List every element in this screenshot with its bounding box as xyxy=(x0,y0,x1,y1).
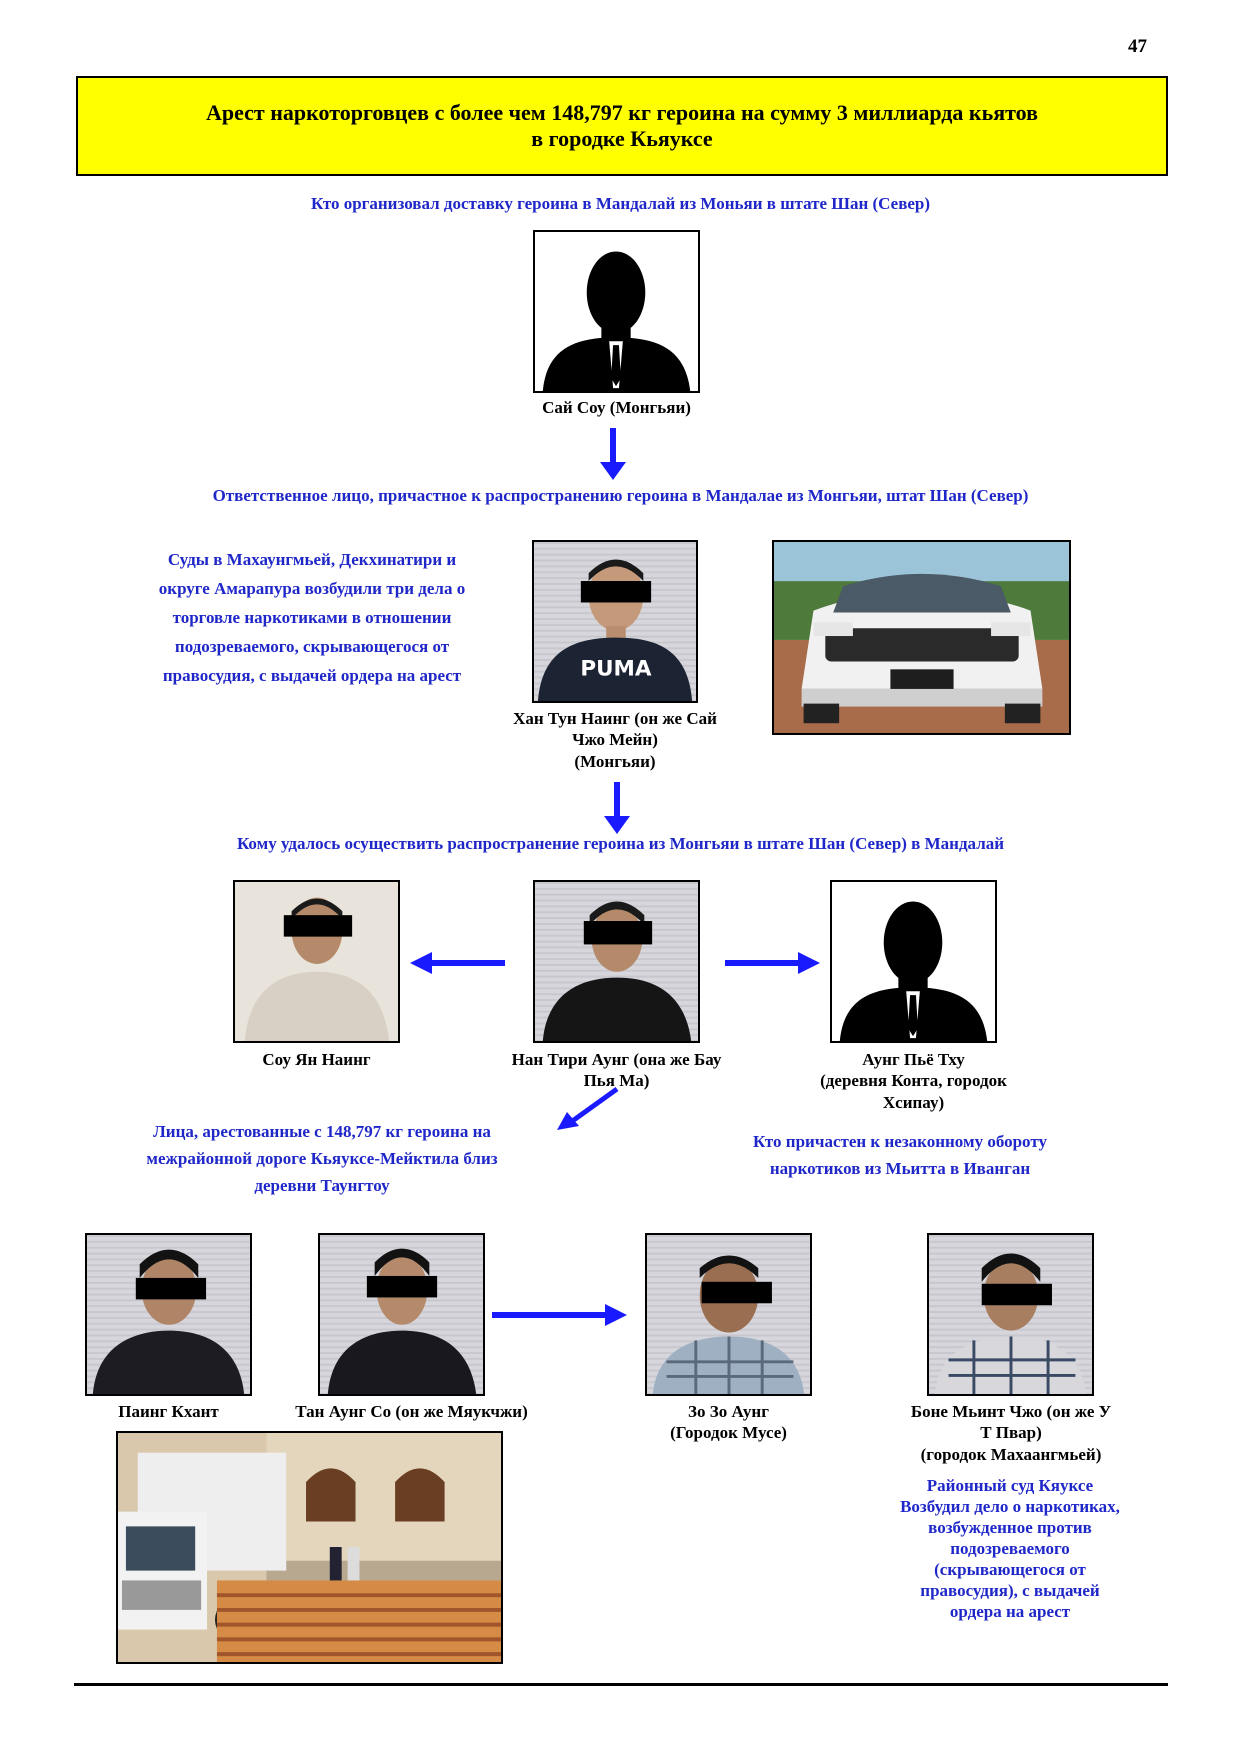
court-note-2-line: Районный суд Кяуксе xyxy=(926,1476,1094,1495)
court-note-2-line: Возбудил дело о наркотиках, xyxy=(900,1497,1120,1516)
photo-zo-zo-aung xyxy=(645,1233,812,1396)
caption-aung-pye-thu-line3: Хсипау) xyxy=(882,1092,945,1112)
caption-han-tun-naing-line1: Хан Тун Наинг (он же Сай xyxy=(513,709,717,728)
court-note-1-line: подозреваемого, скрывающегося от xyxy=(174,637,450,656)
photo-white-pickup xyxy=(772,540,1071,735)
photo-nan-tiri-aung xyxy=(533,880,700,1043)
photo-han-tun-naing xyxy=(532,540,698,703)
arrow-down-1 xyxy=(598,428,628,482)
arrow-down-2 xyxy=(602,782,632,836)
trafficking-note-line: наркотиков из Мьитта в Иванган xyxy=(769,1159,1031,1178)
caption-han-tun-naing-line3: (Монгьяи) xyxy=(574,751,656,771)
photo-paing-khant xyxy=(85,1233,252,1396)
caption-zo-zo-aung-line1: Зо Зо Аунг xyxy=(688,1402,769,1421)
bottom-rule xyxy=(74,1683,1168,1686)
court-note-1-line: торговле наркотиками в отношении xyxy=(172,608,452,627)
photo-sou-yan-naing xyxy=(233,880,400,1043)
shirt-logo-text: PUMA xyxy=(580,656,652,682)
trafficking-note-line: Кто причастен к незаконному обороту xyxy=(753,1132,1047,1151)
caption-han-tun-naing-line2: Чжо Мейн) xyxy=(572,730,658,750)
photo-truck-seized-heroin xyxy=(116,1431,503,1664)
court-note-2-line: возбужденное против xyxy=(928,1518,1092,1537)
caption-sai-sou: Сай Соу (Монгьяи) xyxy=(542,398,691,417)
section-3-heading: Кому удалось осуществить распространение героина из Монгьяи в штате Шан (Север) в Мандалай xyxy=(236,834,1005,853)
court-note-1-line: правосудия, с выдачей ордера на арест xyxy=(162,666,462,685)
page-number: 47 xyxy=(1128,36,1147,57)
caption-bone-myint-line2: Т Пвар) xyxy=(980,1423,1042,1443)
court-note-1 xyxy=(112,545,512,690)
section-2-heading: Ответственное лицо, причастное к распространению героина в Мандалае из Монгьяи, штат Шан (Север) xyxy=(212,486,1029,505)
caption-zo-zo-aung-line2: (Городок Мусе) xyxy=(670,1423,787,1443)
photo-aung-pye-thu-silhouette xyxy=(830,880,997,1043)
arrow-down-left xyxy=(555,1086,620,1132)
title-line-1: Арест наркоторговцев с более чем 148,797 кг героина на сумму 3 миллиарда кьятов xyxy=(205,99,1038,125)
caption-bone-myint-line3: (городок Махаангмьей) xyxy=(920,1444,1102,1464)
title-box xyxy=(76,76,1168,176)
arrested-note-line: межрайонной дороге Кьяуксе-Мейктила близ xyxy=(146,1149,498,1168)
caption-zo-zo-aung xyxy=(585,1401,872,1444)
court-note-2-line: (скрывающегося от xyxy=(934,1560,1086,1579)
photo-bone-myint-kyaw xyxy=(927,1233,1094,1396)
caption-tan-aung-so: Тан Аунг Со (он же Мяукчжи) xyxy=(295,1402,528,1421)
arrow-left xyxy=(410,950,505,976)
court-note-2-line: подозреваемого xyxy=(950,1539,1070,1558)
caption-paing-khant: Паинг Кхант xyxy=(118,1402,219,1421)
caption-aung-pye-thu-line2: (деревня Конта, городок xyxy=(820,1071,1007,1091)
caption-aung-pye-thu-line1: Аунг Пьё Тху xyxy=(862,1050,965,1069)
arrested-note-line: деревни Таунгтоу xyxy=(254,1176,390,1195)
court-note-1-line: Суды в Махаунгмьей, Декхинатири и xyxy=(167,550,457,569)
caption-bone-myint-kyaw xyxy=(870,1401,1152,1465)
caption-bone-myint-line1: Боне Мьинт Чжо (он же У xyxy=(910,1402,1112,1421)
arrow-right-2 xyxy=(492,1302,627,1328)
photo-sai-sou-silhouette xyxy=(533,230,700,393)
arrested-note xyxy=(102,1118,542,1199)
caption-han-tun-naing xyxy=(472,708,758,772)
court-note-2-line: ордера на арест xyxy=(949,1602,1071,1621)
court-note-2-line: правосудия), с выдачей xyxy=(920,1581,1100,1600)
arrested-note-line: Лица, арестованные с 148,797 кг героина на xyxy=(153,1122,491,1141)
arrow-right-1 xyxy=(725,950,820,976)
trafficking-note xyxy=(700,1128,1100,1182)
photo-tan-aung-so xyxy=(318,1233,485,1396)
caption-sou-yan-naing: Соу Ян Наинг xyxy=(262,1050,371,1069)
title-line-2: в городке Кьяуксе xyxy=(531,126,713,151)
caption-aung-pye-thu xyxy=(775,1049,1052,1113)
court-note-2 xyxy=(850,1475,1170,1622)
section-1-heading: Кто организовал доставку героина в Мандалай из Моньяи в штате Шан (Север) xyxy=(310,194,931,213)
caption-nan-tiri-aung-line2: Пья Ма) xyxy=(583,1071,650,1091)
caption-nan-tiri-aung-line1: Нан Тири Аунг (она же Бау xyxy=(511,1050,722,1069)
court-note-1-line: округе Амарапура возбудили три дела о xyxy=(158,579,466,598)
